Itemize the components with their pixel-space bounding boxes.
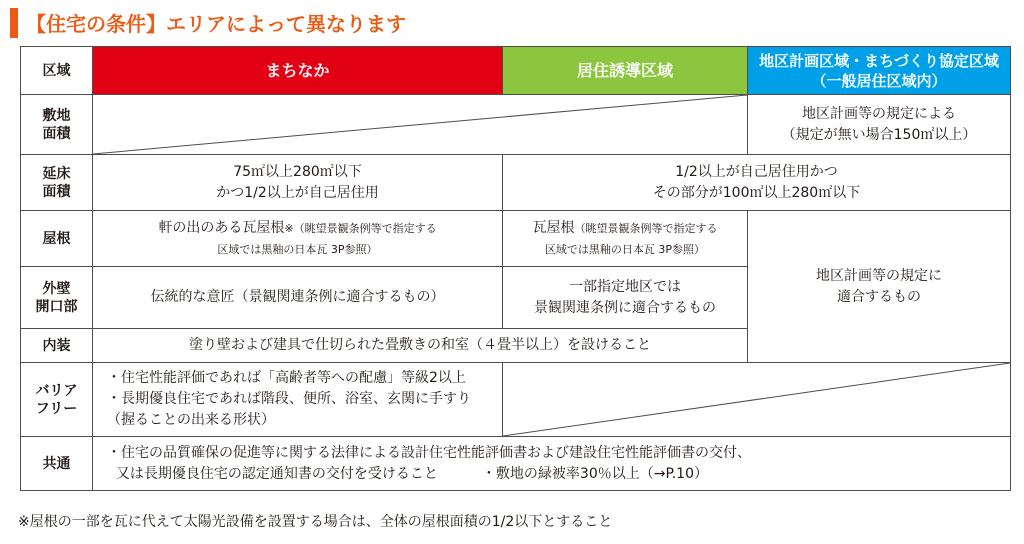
header-kyoju-yudo: 居住誘導区域 bbox=[503, 47, 748, 95]
nobeyuka-other bbox=[503, 155, 1011, 211]
barrier-line2: ・長期優良住宅であれば階段、便所、浴室、玄関に手すり bbox=[107, 391, 471, 407]
kyotsu-line2a: 又は長期優良住宅の認定通知書の交付を受けること bbox=[115, 465, 438, 482]
title-accent-bar bbox=[10, 8, 18, 38]
label-shikichi-2: 面積 bbox=[42, 125, 71, 142]
yane-kyoju-main: 瓦屋根 bbox=[532, 219, 575, 236]
yane-machinaka bbox=[93, 211, 503, 267]
chiku-merged-line2: 適合するもの bbox=[837, 288, 921, 305]
gaiheki-machinaka: 伝統的な意匠（景観関連条例に適合するもの） bbox=[93, 267, 503, 329]
label-shikichi bbox=[21, 95, 93, 155]
gaiheki-kyoju-line1: 一部指定地区では bbox=[569, 278, 681, 295]
header-chiku-keikaku bbox=[748, 47, 1011, 95]
shikichi-not-applicable bbox=[93, 95, 748, 155]
nobeyuka-machinaka-line1: 75㎡以上280㎡以下 bbox=[233, 163, 362, 180]
header-chiku-line2: （一般居住区域内） bbox=[811, 71, 947, 90]
label-naiso: 内装 bbox=[21, 329, 93, 363]
shikichi-chiku bbox=[748, 95, 1011, 155]
naiso-text: 塗り壁および建具で仕切られた畳敷きの和室（４畳半以上）を設けること bbox=[93, 329, 748, 363]
yane-machinaka-line1 bbox=[97, 218, 498, 239]
kyotsu-line1: ・住宅の品質確保の促進等に関する法律による設計住宅性能評価書および建設住宅性能評価書の交付、 bbox=[107, 444, 751, 461]
yane-kyoju bbox=[503, 211, 748, 267]
conditions-table-wrapper bbox=[20, 46, 1010, 490]
nobeyuka-machinaka bbox=[93, 155, 503, 211]
row-yane bbox=[21, 211, 1011, 267]
nobeyuka-other-line1: 1/2以上が自己居住用かつ bbox=[675, 163, 838, 180]
gaiheki-kyoju bbox=[503, 267, 748, 329]
chiku-merged-line1: 地区計画等の規定に bbox=[816, 267, 942, 284]
housing-conditions-table bbox=[20, 46, 1011, 491]
gaiheki-kyoju-line2: 景観関連条例に適合するもの bbox=[534, 299, 716, 316]
diagonal-slash bbox=[93, 95, 747, 154]
label-barrier-free bbox=[21, 363, 93, 437]
yane-kyoju-line1 bbox=[507, 218, 743, 239]
nobeyuka-other-line2: その部分が100㎡以上280㎡以下 bbox=[652, 184, 861, 201]
row-shikichi bbox=[21, 95, 1011, 155]
label-gaiheki-1: 外壁 bbox=[42, 280, 71, 297]
diagonal-slash bbox=[503, 363, 1010, 436]
row-barrier-free bbox=[21, 363, 1011, 437]
header-machinaka: まちなか bbox=[93, 47, 503, 95]
label-barrier-1: バリア bbox=[35, 382, 78, 399]
kyotsu-line2b: ・敷地の緑被率30％以上（→P.10） bbox=[481, 465, 708, 482]
label-gaiheki bbox=[21, 267, 93, 329]
footnote: ※屋根の一部を瓦に代えて太陽光設備を設置する場合は、全体の屋根面積の1/2以下とすること bbox=[18, 514, 613, 530]
label-nobeyuka bbox=[21, 155, 93, 211]
nobeyuka-machinaka-line2: かつ1/2以上が自己居住用 bbox=[216, 184, 379, 201]
shikichi-chiku-line1: 地区計画等の規定による bbox=[802, 105, 956, 122]
label-kyotsu: 共通 bbox=[21, 437, 93, 491]
shikichi-chiku-line2: （規定が無い場合150㎡以上） bbox=[781, 126, 977, 143]
chiku-keikaku-merged bbox=[748, 211, 1011, 363]
label-yane: 屋根 bbox=[21, 211, 93, 267]
barrier-line3: （握ることの出来る形状） bbox=[107, 412, 275, 428]
header-row bbox=[21, 47, 1011, 95]
yane-machinaka-note1: ※（眺望景観条例等で指定する bbox=[284, 221, 437, 235]
barrier-line1: ・住宅性能評価であれば「高齢者等への配慮」等級2以上 bbox=[107, 370, 466, 386]
kyotsu-text bbox=[93, 437, 1011, 491]
yane-kyoju-note1: （眺望景観条例等で指定する bbox=[574, 221, 718, 235]
header-zone: 区域 bbox=[21, 47, 93, 95]
barrier-not-applicable bbox=[503, 363, 1011, 437]
yane-machinaka-note2: 区域では黒釉の日本瓦 3P参照） bbox=[217, 242, 378, 256]
page-title: 【住宅の条件】エリアによって異なります bbox=[26, 12, 406, 36]
label-gaiheki-2: 開口部 bbox=[35, 298, 78, 315]
label-nobeyuka-1: 延床 bbox=[42, 165, 71, 182]
label-barrier-2: フリー bbox=[35, 400, 78, 417]
row-kyotsu bbox=[21, 437, 1011, 491]
header-chiku-line1: 地区計画区域・まちづくり協定区域 bbox=[759, 51, 999, 70]
barrier-free-text bbox=[93, 363, 503, 437]
yane-kyoju-note2: 区域では黒釉の日本瓦 3P参照） bbox=[544, 242, 706, 256]
row-nobeyuka bbox=[21, 155, 1011, 211]
yane-machinaka-main: 軒の出のある瓦屋根 bbox=[158, 219, 285, 236]
label-shikichi-1: 敷地 bbox=[42, 107, 71, 124]
label-nobeyuka-2: 面積 bbox=[42, 183, 71, 200]
kyotsu-line2 bbox=[107, 464, 1006, 485]
